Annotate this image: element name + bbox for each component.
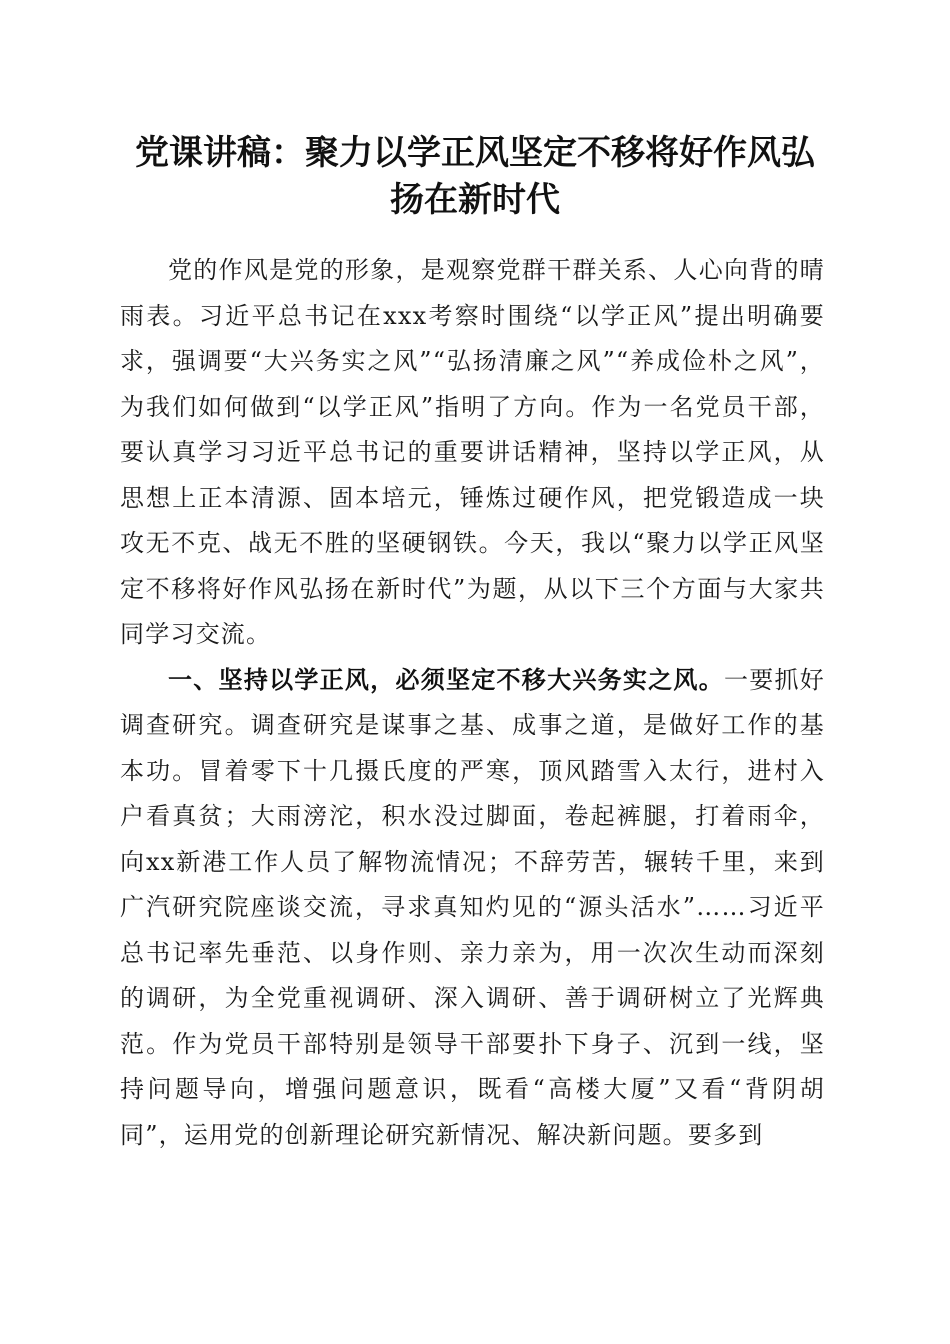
page-title bbox=[110, 130, 840, 224]
intro-paragraph: 党的作风是党的形象，是观察党群干群关系、人心向背的晴雨表。习近平总书记在xxx考察时围绕“以学正风”提出明确要求，强调要“大兴务实之风”“弘扬清廉之风”“养成俭朴之风”，为我们如何做到“以学正风”指明了方向。作为一名党员干部，要认真学习习近平总书记的重要讲话精神，坚持以学正风，从思想上正本清源、固本培元，锤炼过硬作风，把党锻造成一块攻无不克、战无不胜的坚硬钢铁。今天，我以“聚力以学正风坚定不移将好作风弘扬在新时代”为题，从以下三个方面与大家共同学习交流。 bbox=[120, 256, 825, 648]
section-1-heading: 一、坚持以学正风，必须坚定不移大兴务实之风。 bbox=[168, 665, 724, 694]
section-1-paragraph bbox=[120, 658, 825, 1159]
document-body bbox=[120, 248, 825, 1158]
title-line-2: 扬在新时代 bbox=[390, 180, 560, 220]
section-1-body: 一要抓好调查研究。调查研究是谋事之基、成事之道，是做好工作的基本功。冒着零下十几摄氏度的严寒，顶风踏雪入太行，进村入户看真贫；大雨滂沱，积水没过脚面，卷起裤腿，打着雨伞，向xx新港工作人员了解物流情况；不辞劳苦，辗转千里，来到广汽研究院座谈交流，寻求真知灼见的“源头活水”……习近平总书记率先垂范、以身作则、亲力亲为，用一次次生动而深刻的调研，为全党重视调研、深入调研、善于调研树立了光辉典范。作为党员干部特别是领导干部要扑下身子、沉到一线，坚持问题导向，增强问题意识，既看“高楼大厦”又看“背阴胡同”，运用党的创新理论研究新情况、解决新问题。要多到 bbox=[120, 665, 825, 1149]
title-line-1: 党课讲稿：聚力以学正风坚定不移将好作风弘 bbox=[135, 133, 815, 173]
